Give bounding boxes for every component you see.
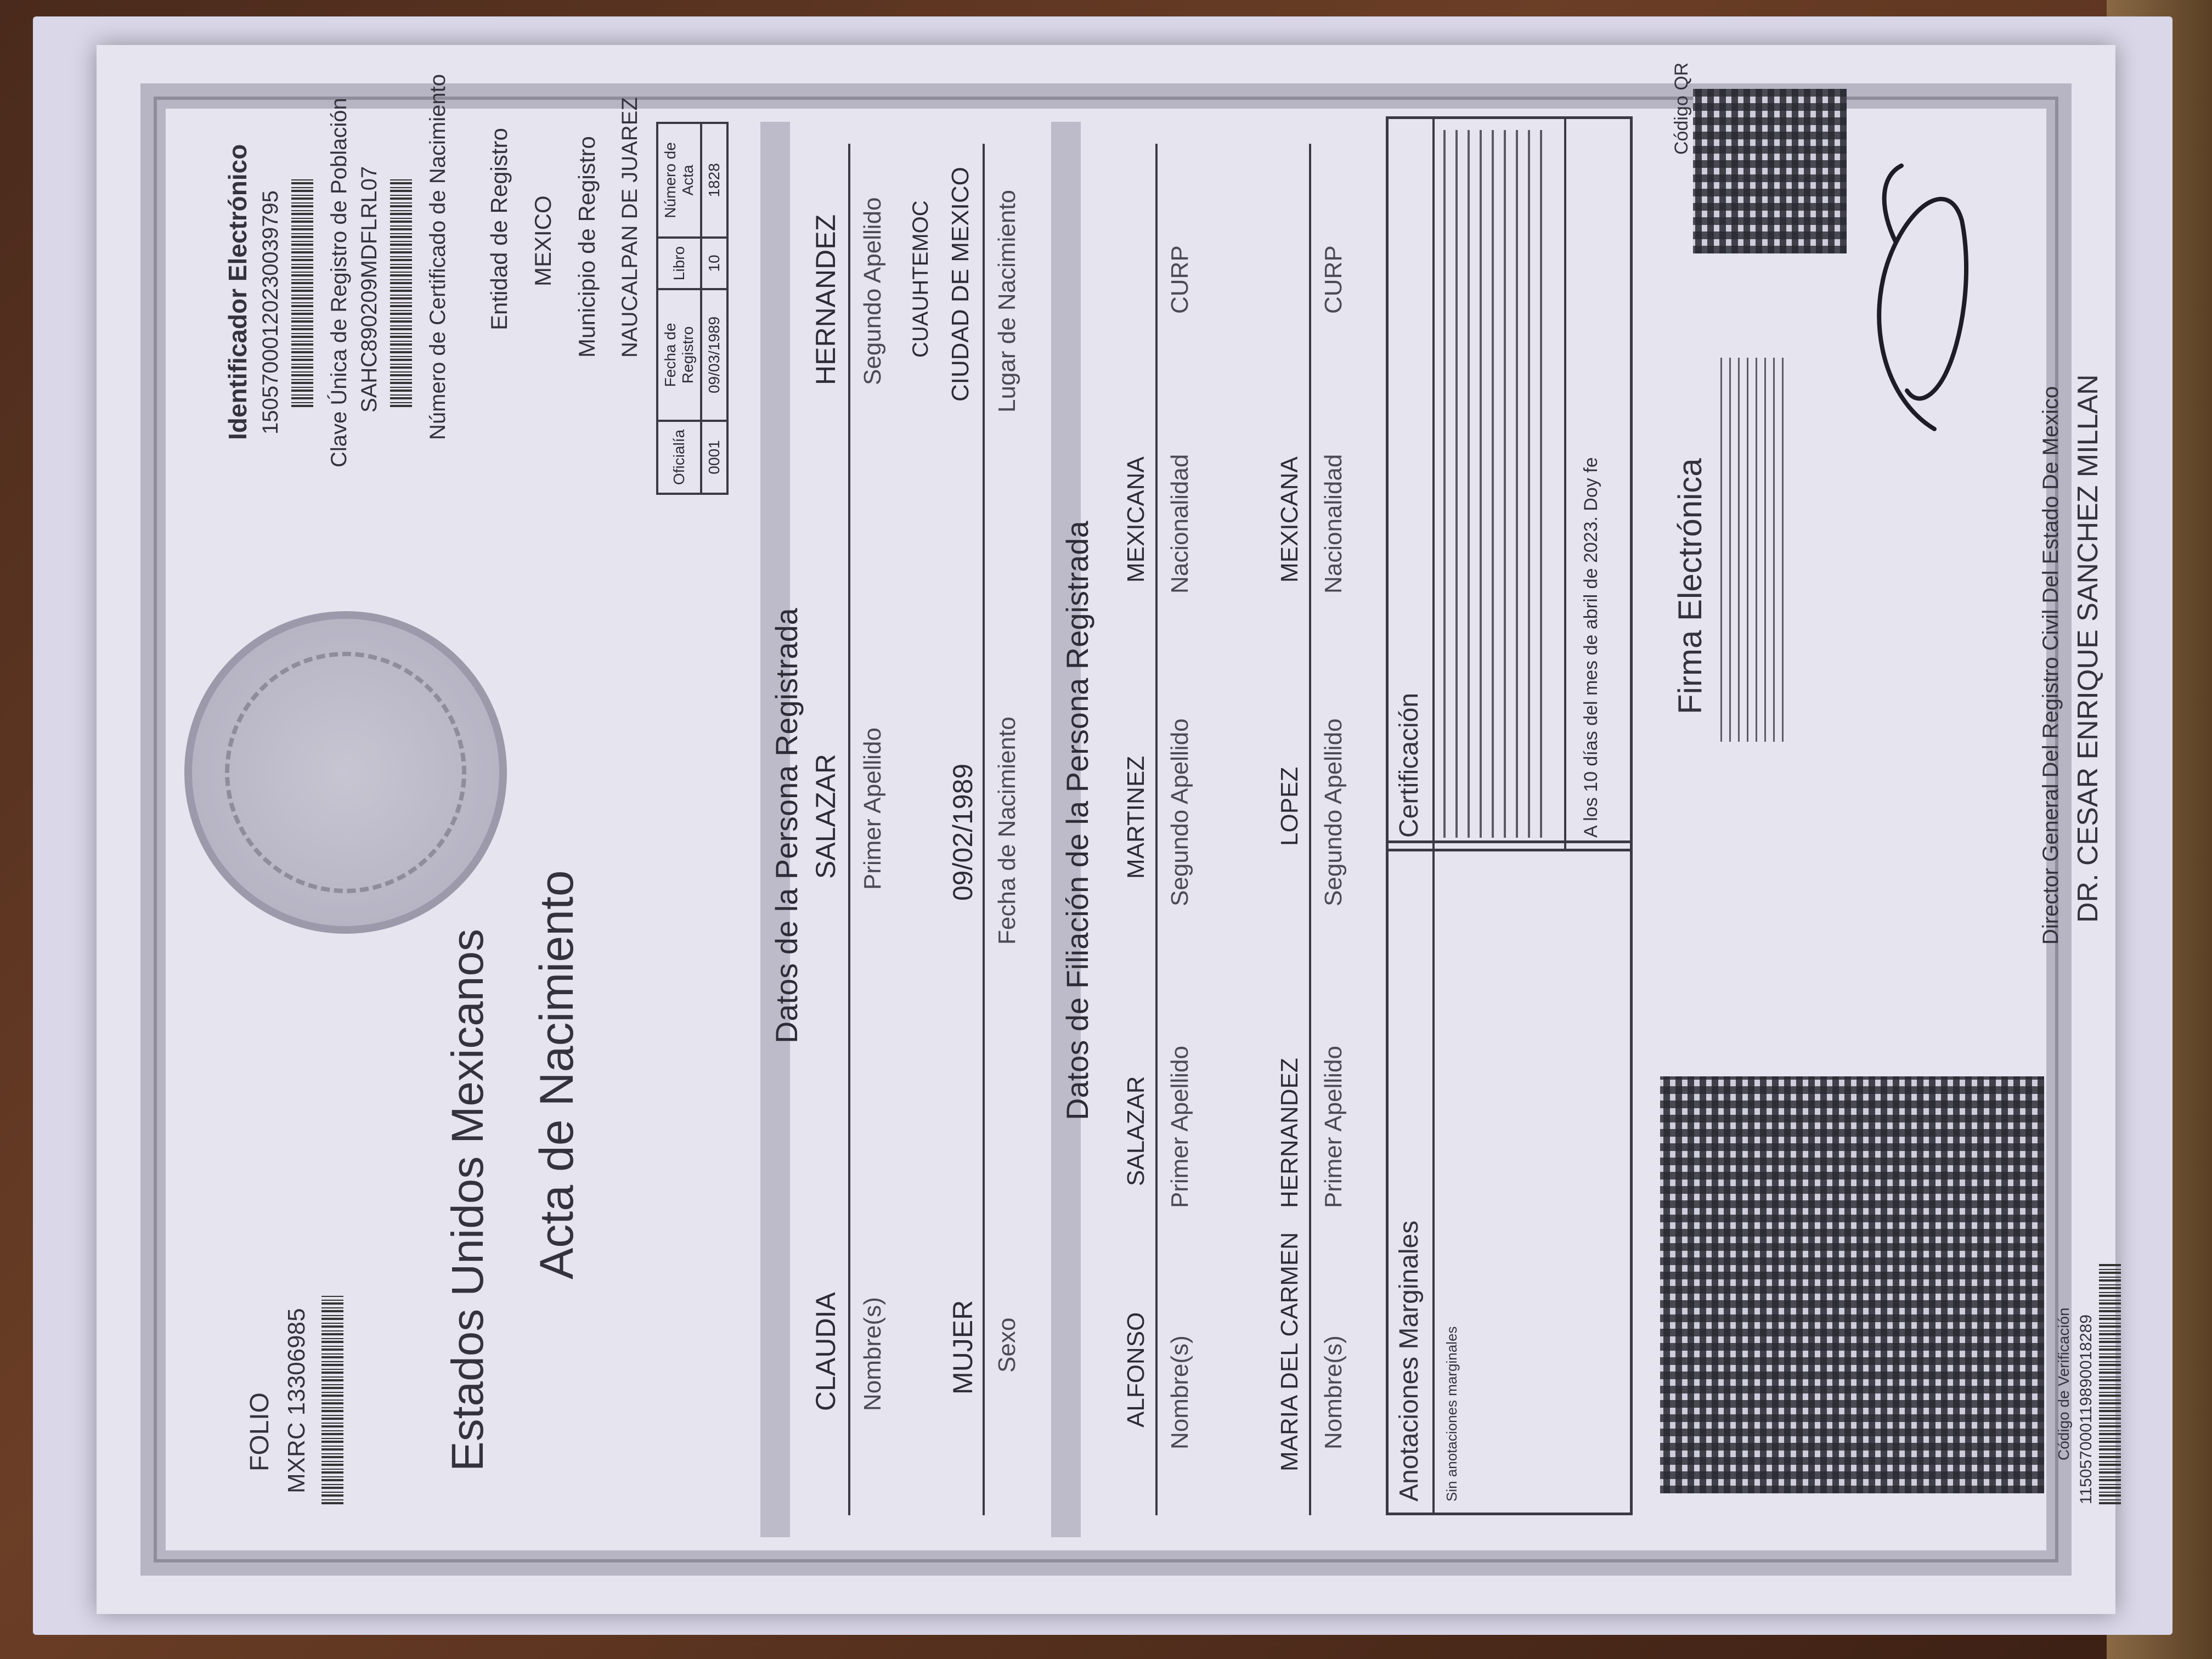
mother-nombre: MARIA DEL CARMEN [1276, 1232, 1303, 1471]
country-title: Estados Unidos Mexicanos [443, 928, 493, 1471]
sexo-label: Sexo [994, 1317, 1020, 1373]
mother-line [1309, 144, 1311, 1515]
father-nacionalidad-label: Nacionalidad [1166, 454, 1193, 594]
director-name: DR. CESAR ENRIQUE SANCHEZ MILLAN [2072, 374, 2104, 923]
mother-nacionalidad-label: Nacionalidad [1320, 454, 1347, 594]
birth-certificate [97, 45, 2115, 1614]
registry-header-cell: Oficialía [657, 421, 701, 494]
father-line [1155, 144, 1158, 1515]
father-nacionalidad: MEXICANA [1122, 456, 1149, 583]
verification-qr [1693, 89, 1847, 253]
person-name-line [848, 144, 850, 1515]
curp-barcode [390, 177, 412, 407]
mother-curp-label: CURP [1320, 245, 1347, 314]
father-primer-apellido-label: Primer Apellido [1166, 1046, 1193, 1208]
person-segundo-apellido: HERNANDEZ [810, 214, 841, 385]
registry-header-cell: Fecha de Registro [657, 289, 701, 421]
verificacion-value: 115057000119890018289 [2077, 1314, 2095, 1504]
entity-value: MEXICO [530, 195, 556, 286]
national-seal [184, 611, 507, 934]
fecha-nac-value: 09/02/1989 [947, 763, 978, 901]
person-section-title: Datos de la Persona Registrada [769, 608, 804, 1043]
mother-primer-apellido: HERNANDEZ [1276, 1058, 1303, 1208]
codigo-qr-label: Código QR [1671, 62, 1692, 155]
curp-label: Clave Única de Registro de Población [327, 98, 351, 467]
id-barcode [291, 177, 313, 407]
signature-hash [1720, 358, 1786, 742]
father-nombre: ALFONSO [1122, 1312, 1149, 1427]
fecha-nac-label: Fecha de Nacimiento [994, 716, 1020, 945]
mother-segundo-apellido: LOPEZ [1276, 766, 1303, 846]
electronic-signature-qr [1660, 1076, 2044, 1493]
mother-nombre-label: Nombre(s) [1320, 1335, 1347, 1449]
document-title: Acta de Nacimiento [531, 870, 583, 1279]
sexo-value: MUJER [947, 1300, 978, 1395]
certificate-body [179, 62, 2104, 1537]
registry-header-cell: Libro [657, 238, 701, 289]
marginal-divider [1432, 843, 1435, 1513]
registry-cell: 0001 [701, 421, 727, 494]
father-segundo-apellido-label: Segundo Apellido [1166, 718, 1193, 906]
id-label: Identificador Electrónico [223, 144, 252, 440]
certification-box [1386, 116, 1633, 851]
curp-value: SAHC890209MDFLRL07 [357, 166, 381, 413]
verificacion-label: Código de Verificación [2055, 1307, 2072, 1460]
folio-label: FOLIO [245, 1392, 274, 1471]
registry-cell: 10 [701, 238, 727, 289]
folio-value: MXRC 13306985 [283, 1308, 310, 1493]
firma-title: Firma Electrónica [1672, 458, 1708, 714]
registry-table-row [701, 123, 727, 494]
certification-date: A los 10 días del mes de abril de 2023. Doy fe [1581, 457, 1601, 838]
entity-label: Entidad de Registro [486, 128, 512, 330]
father-curp-label: CURP [1166, 245, 1193, 314]
registry-cell: 09/03/1989 [701, 289, 727, 421]
marginal-annotations-box [1386, 840, 1633, 1515]
municipality-label: Municipio de Registro [574, 136, 600, 358]
mother-nacionalidad: MEXICANA [1276, 456, 1303, 583]
primer-apellido-label: Primer Apellido [859, 727, 886, 890]
id-value: 15057000120230039795 [258, 190, 283, 435]
certification-fine-print [1443, 130, 1548, 838]
registry-table [656, 122, 729, 495]
certification-divider-2 [1564, 119, 1566, 849]
cert-number-label: Número de Certificado de Nacimiento [426, 74, 450, 440]
marginal-text: Sin anotaciones marginales [1443, 1326, 1460, 1502]
segundo-apellido-label: Segundo Apellido [859, 197, 886, 385]
father-segundo-apellido: MARTINEZ [1122, 755, 1149, 879]
certification-divider [1432, 119, 1435, 849]
mother-segundo-apellido-label: Segundo Apellido [1320, 718, 1347, 906]
certification-title: Certificación [1395, 692, 1424, 838]
verificacion-barcode [2099, 1263, 2121, 1504]
person-birth-line [983, 144, 985, 1515]
parents-section-title: Datos de Filiación de la Persona Registrada [1060, 521, 1094, 1120]
person-primer-apellido: SALAZAR [810, 754, 841, 879]
handwritten-signature [1858, 155, 1978, 440]
folio-barcode [321, 1296, 343, 1504]
father-nombre-label: Nombre(s) [1166, 1335, 1193, 1449]
registry-table-header [657, 123, 701, 494]
mother-primer-apellido-label: Primer Apellido [1320, 1046, 1347, 1208]
registry-header-cell: Número de Acta [657, 123, 701, 238]
lugar-value-1: CUAUHTEMOC [909, 200, 933, 358]
lugar-label: Lugar de Nacimiento [994, 189, 1020, 413]
person-nombre: CLAUDIA [810, 1292, 841, 1411]
registry-cell: 1828 [701, 123, 727, 238]
municipality-value: NAUCALPAN DE JUAREZ [618, 97, 642, 358]
marginal-title: Anotaciones Marginales [1395, 1220, 1424, 1502]
father-primer-apellido: SALAZAR [1122, 1076, 1149, 1186]
director-title: Director General Del Registro Civil Del Estado De Mexico [2039, 386, 2063, 945]
lugar-value-2: CIUDAD DE MEXICO [947, 167, 974, 402]
nombre-label: Nombre(s) [859, 1297, 886, 1411]
